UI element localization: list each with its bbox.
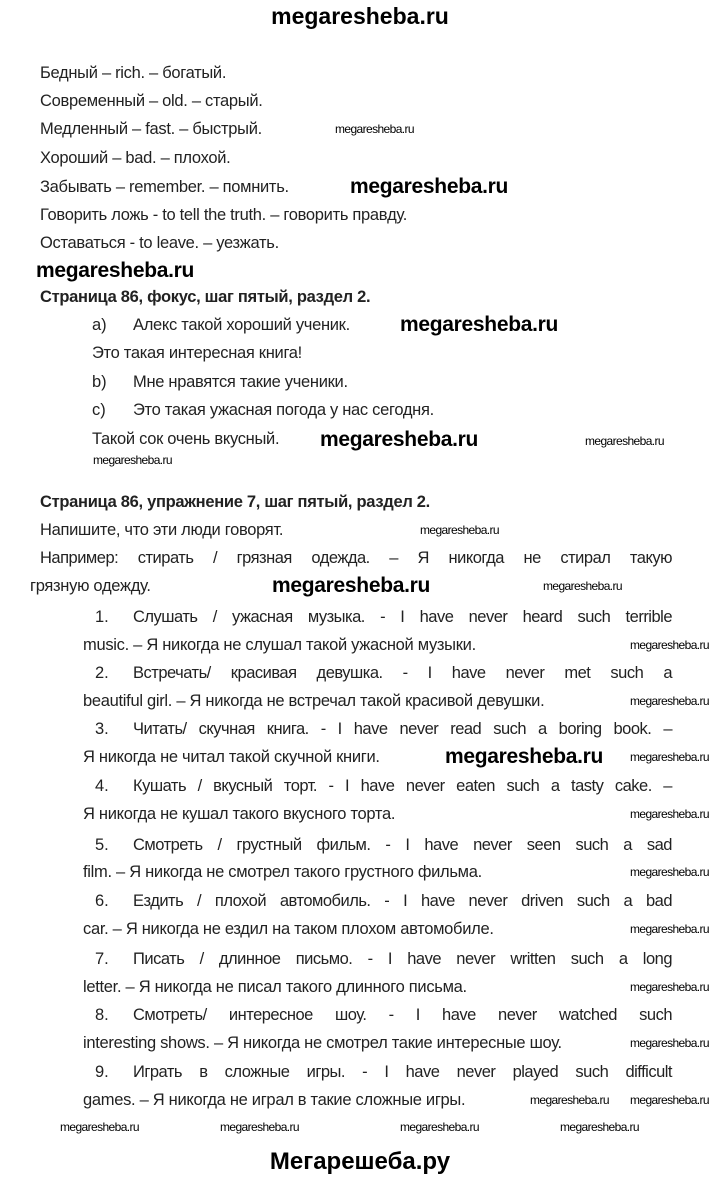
item-line: letter. – Я никогда не писал такого длинного письма.	[83, 978, 467, 996]
item-line: Играть в сложные игры. - I have never played such difficult	[133, 1063, 672, 1081]
item-number: 6.	[95, 892, 109, 910]
item-line: Смотреть / грустный фильм. - I have never seen such a sad	[133, 836, 672, 854]
item-line: Слушать / ужасная музыка. - I have never heard such terrible	[133, 608, 672, 626]
item-text: Мне нравятся такие ученики.	[133, 373, 348, 391]
watermark: megaresheba.ru	[585, 434, 664, 448]
item-line: interesting shows. – Я никогда не смотрел такие интересные шоу.	[83, 1034, 562, 1052]
item-marker: a)	[92, 316, 107, 334]
site-title: megaresheba.ru	[271, 3, 449, 29]
watermark: megaresheba.ru	[350, 175, 509, 198]
watermark: megaresheba.ru	[630, 1093, 709, 1107]
watermark: megaresheba.ru	[93, 453, 172, 467]
item-number: 9.	[95, 1063, 109, 1081]
watermark: megaresheba.ru	[335, 122, 414, 136]
vocab-line: Хороший – bad. – плохой.	[40, 149, 231, 167]
item-text: Такой сок очень вкусный.	[92, 430, 280, 448]
section-heading: Страница 86, фокус, шаг пятый, раздел 2.	[40, 288, 371, 306]
item-line: Писать / длинное письмо. - I have never written such a long	[133, 950, 672, 968]
item-number: 1.	[95, 608, 109, 626]
watermark: megaresheba.ru	[400, 313, 559, 336]
item-line: music. – Я никогда не слушал такой ужасной музыки.	[83, 636, 476, 654]
item-marker: b)	[92, 373, 107, 391]
item-text: Это такая интересная книга!	[92, 344, 302, 362]
watermark: megaresheba.ru	[630, 694, 709, 708]
watermark: megaresheba.ru	[630, 980, 709, 994]
item-number: 4.	[95, 777, 109, 795]
item-number: 7.	[95, 950, 109, 968]
watermark: megaresheba.ru	[36, 259, 195, 282]
watermark: megaresheba.ru	[543, 579, 622, 593]
item-line: car. – Я никогда не ездил на таком плохом автомобиле.	[83, 920, 494, 938]
footer-title: Мегарешеба.ру	[269, 1148, 451, 1175]
watermark: megaresheba.ru	[630, 865, 709, 879]
example-line: грязную одежду.	[30, 577, 151, 595]
watermark: megaresheba.ru	[220, 1120, 299, 1134]
watermark: megaresheba.ru	[630, 750, 709, 764]
watermark: megaresheba.ru	[420, 523, 499, 537]
watermark: megaresheba.ru	[630, 1036, 709, 1050]
item-line: Кушать / вкусный торт. - I have never eaten such a tasty cake. –	[133, 777, 672, 795]
watermark: megaresheba.ru	[272, 574, 431, 597]
vocab-line: Современный – old. – старый.	[40, 92, 263, 110]
item-line: film. – Я никогда не смотрел такого грустного фильма.	[83, 863, 482, 881]
watermark: megaresheba.ru	[630, 807, 709, 821]
item-text: Алекс такой хороший ученик.	[133, 316, 350, 334]
item-line: Смотреть/ интересное шоу. - I have never watched such	[133, 1006, 672, 1024]
watermark: megaresheba.ru	[400, 1120, 479, 1134]
item-text: Это такая ужасная погода у нас сегодня.	[133, 401, 434, 419]
watermark: megaresheba.ru	[530, 1093, 609, 1107]
vocab-line: Бедный – rich. – богатый.	[40, 64, 227, 82]
vocab-line: Забывать – remember. – помнить.	[40, 178, 289, 196]
watermark: megaresheba.ru	[560, 1120, 639, 1134]
item-line: games. – Я никогда не играл в такие сложные игры.	[83, 1091, 466, 1109]
vocab-line: Говорить ложь - to tell the truth. – говорить правду.	[40, 206, 407, 224]
vocab-line: Оставаться - to leave. – уезжать.	[40, 234, 279, 252]
item-number: 3.	[95, 720, 109, 738]
instruction: Напишите, что эти люди говорят.	[40, 521, 284, 539]
item-line: Встречать/ красивая девушка. - I have never met such a	[133, 664, 672, 682]
item-line: Я никогда не читал такой скучной книги.	[83, 748, 380, 766]
example-line: Например: стирать / грязная одежда. – Я никогда не стирал такую	[40, 549, 672, 567]
item-line: Ездить / плохой автомобиль. - I have never driven such a bad	[133, 892, 672, 910]
item-marker: c)	[92, 401, 106, 419]
watermark: megaresheba.ru	[630, 922, 709, 936]
section-heading: Страница 86, упражнение 7, шаг пятый, раздел 2.	[40, 493, 430, 511]
item-number: 2.	[95, 664, 109, 682]
item-line: Я никогда не кушал такого вкусного торта.	[83, 805, 396, 823]
watermark: megaresheba.ru	[445, 745, 604, 768]
item-line: beautiful girl. – Я никогда не встречал такой красивой девушки.	[83, 692, 545, 710]
item-number: 5.	[95, 836, 109, 854]
watermark: megaresheba.ru	[60, 1120, 139, 1134]
watermark: megaresheba.ru	[630, 638, 709, 652]
watermark: megaresheba.ru	[320, 428, 479, 451]
item-number: 8.	[95, 1006, 109, 1024]
vocab-line: Медленный – fast. – быстрый.	[40, 120, 262, 138]
item-line: Читать/ скучная книга. - I have never read such a boring book. –	[133, 720, 672, 738]
